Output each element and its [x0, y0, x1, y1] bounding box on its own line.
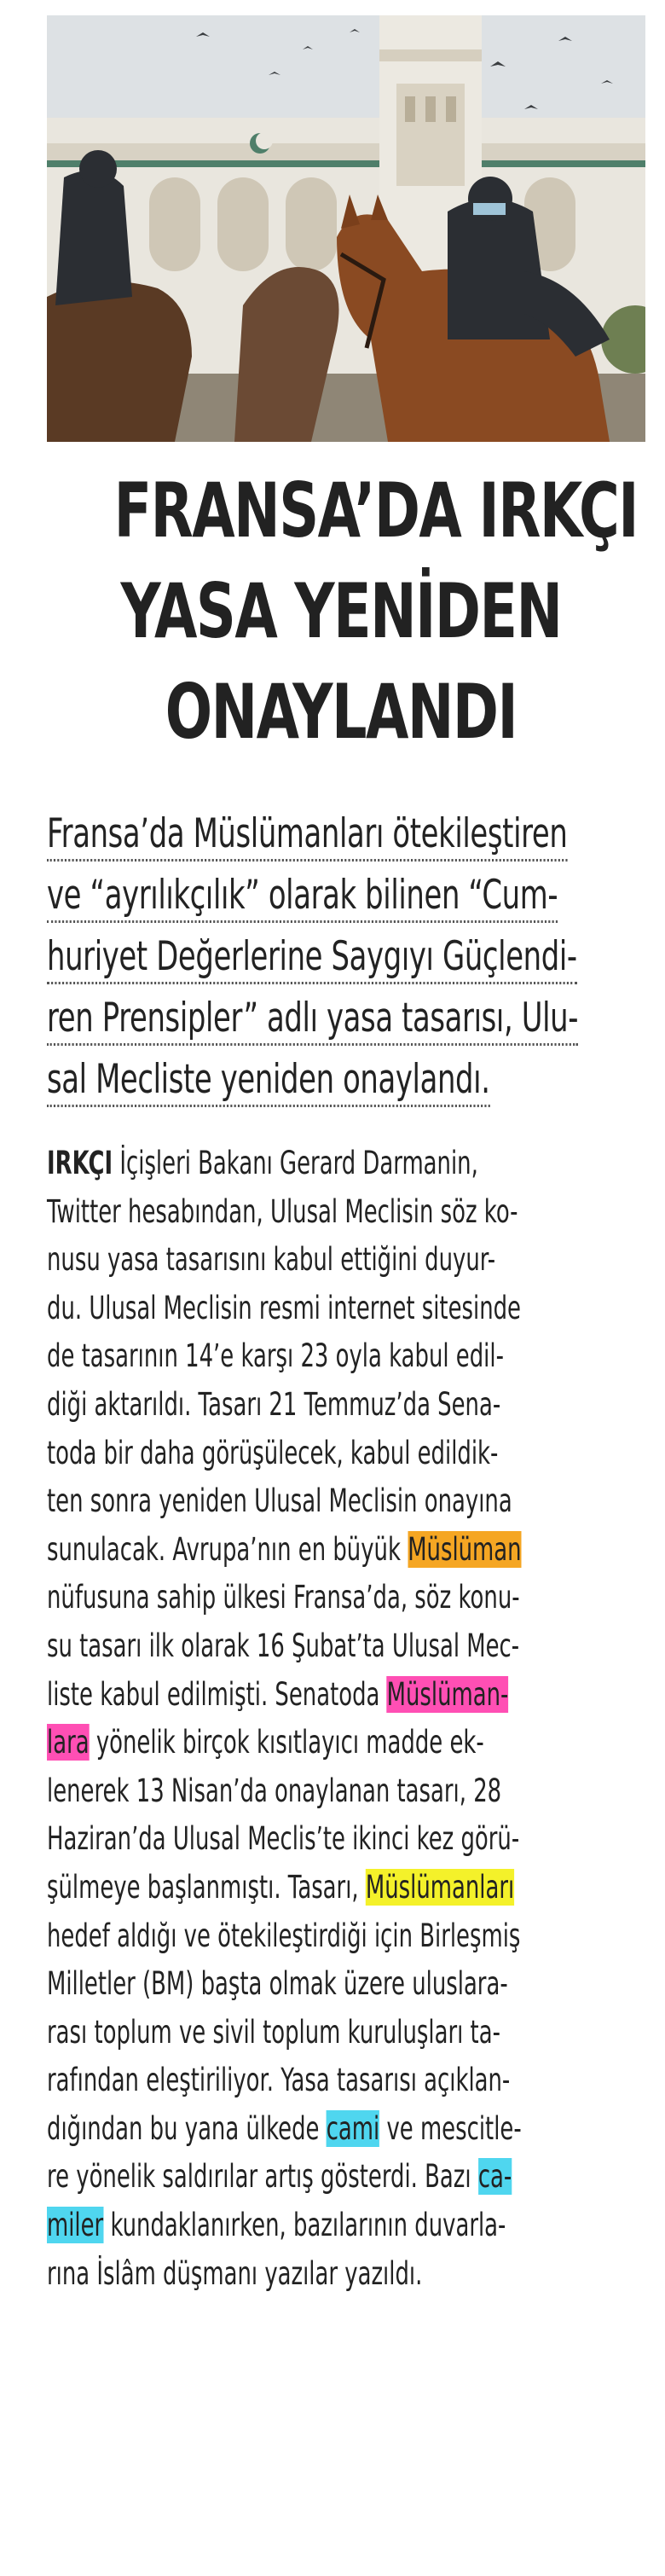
highlight-cyan: ca- [477, 2158, 512, 2196]
body-line: nüfusuna sahip ülkesi Fransa’da, söz konu- [47, 1579, 520, 1616]
body-line: nusu yasa tasarısını kabul ettiğini duyur- [47, 1241, 496, 1279]
lead-line: sal Mecliste yeniden onaylandı. [47, 1049, 644, 1111]
mounted-police-photo [47, 15, 645, 442]
body-line: ten sonra yeniden Ulusal Meclisin onayına [47, 1482, 512, 1520]
highlight-cyan: cami [326, 2109, 380, 2147]
highlight-pink: Müslüman- [386, 1675, 509, 1713]
body-line: re yönelik saldırılar artış gösterdi. Bazı ca- [47, 2158, 512, 2196]
body-line: rına İslâm düşmanı yazılar yazıldı. [47, 2254, 423, 2292]
lead-line: huriyet Değerlerine Saygıyı Güçlendi- [47, 926, 644, 988]
body-line: Haziran’da Ulusal Meclis’te ikinci kez görü- [47, 1820, 520, 1858]
headline-line-2: YASA YENİDEN [120, 567, 562, 655]
body-line: sunulacak. Avrupa’nın en büyük Müslüman [47, 1530, 522, 1568]
article-body [47, 1140, 644, 2298]
body-line: Twitter hesabından, Ulusal Meclisin söz ko- [47, 1192, 518, 1230]
lead-line: Fransa’da Müslümanları ötekileştiren [47, 804, 644, 865]
lead-line: ren Prensipler” adlı yasa tasarısı, Ulu- [47, 988, 644, 1049]
body-line: su tasarı ilk olarak 16 Şubat’ta Ulusal Mec- [47, 1627, 520, 1664]
highlight-yellow: Müslümanları [365, 1868, 515, 1906]
body-line: rası toplum ve sivil toplum kuruluşları ta- [47, 2013, 500, 2051]
body-line: du. Ulusal Meclisin resmi internet sitesinde [47, 1289, 521, 1326]
body-line: toda bir daha görüşülecek, kabul edildik- [47, 1434, 499, 1471]
headline-line-3: ONAYLANDI [165, 668, 518, 756]
body-line: lenerek 13 Nisan’da onaylanan tasarı, 28 [47, 1772, 502, 1809]
body-line: lara yönelik birçok kısıtlayıcı madde ek- [47, 1724, 484, 1761]
body-line: miler kundaklanırken, bazılarının duvarla- [47, 2207, 506, 2244]
body-line: hedef aldığı ve ötekileştirdiği için Birleşmiş [47, 1917, 521, 1954]
body-line: dığından bu yana ülkede cami ve mescitle- [47, 2109, 522, 2147]
headline [113, 461, 639, 763]
body-line: diği aktarıldı. Tasarı 21 Temmuz’da Sena- [47, 1385, 501, 1423]
body-line: de tasarının 14’e karşı 23 oyla kabul edil- [47, 1337, 504, 1375]
body-line: IRKÇI İçişleri Bakanı Gerard Darmanin, [47, 1145, 478, 1181]
photo-illustration [47, 15, 645, 442]
body-line: Milletler (BM) başta olmak üzere uluslara- [47, 1965, 508, 2003]
highlight-pink: lara [47, 1724, 90, 1761]
lead-line: ve “ayrılıkçılık” olarak bilinen “Cum- [47, 865, 644, 926]
highlight-orange: Müslüman [408, 1530, 522, 1568]
headline-line-1: FRANSA’DA IRKÇI [113, 467, 639, 554]
body-line: liste kabul edilmişti. Senatoda Müslüman- [47, 1675, 509, 1713]
kicker: IRKÇI [47, 1145, 113, 1181]
body-line: şülmeye başlanmıştı. Tasarı, Müslümanları [47, 1868, 515, 1906]
body-line: rafından eleştiriliyor. Yasa tasarısı açıklan- [47, 2062, 511, 2099]
lead-paragraph [47, 804, 644, 1111]
highlight-cyan: miler [47, 2207, 104, 2244]
